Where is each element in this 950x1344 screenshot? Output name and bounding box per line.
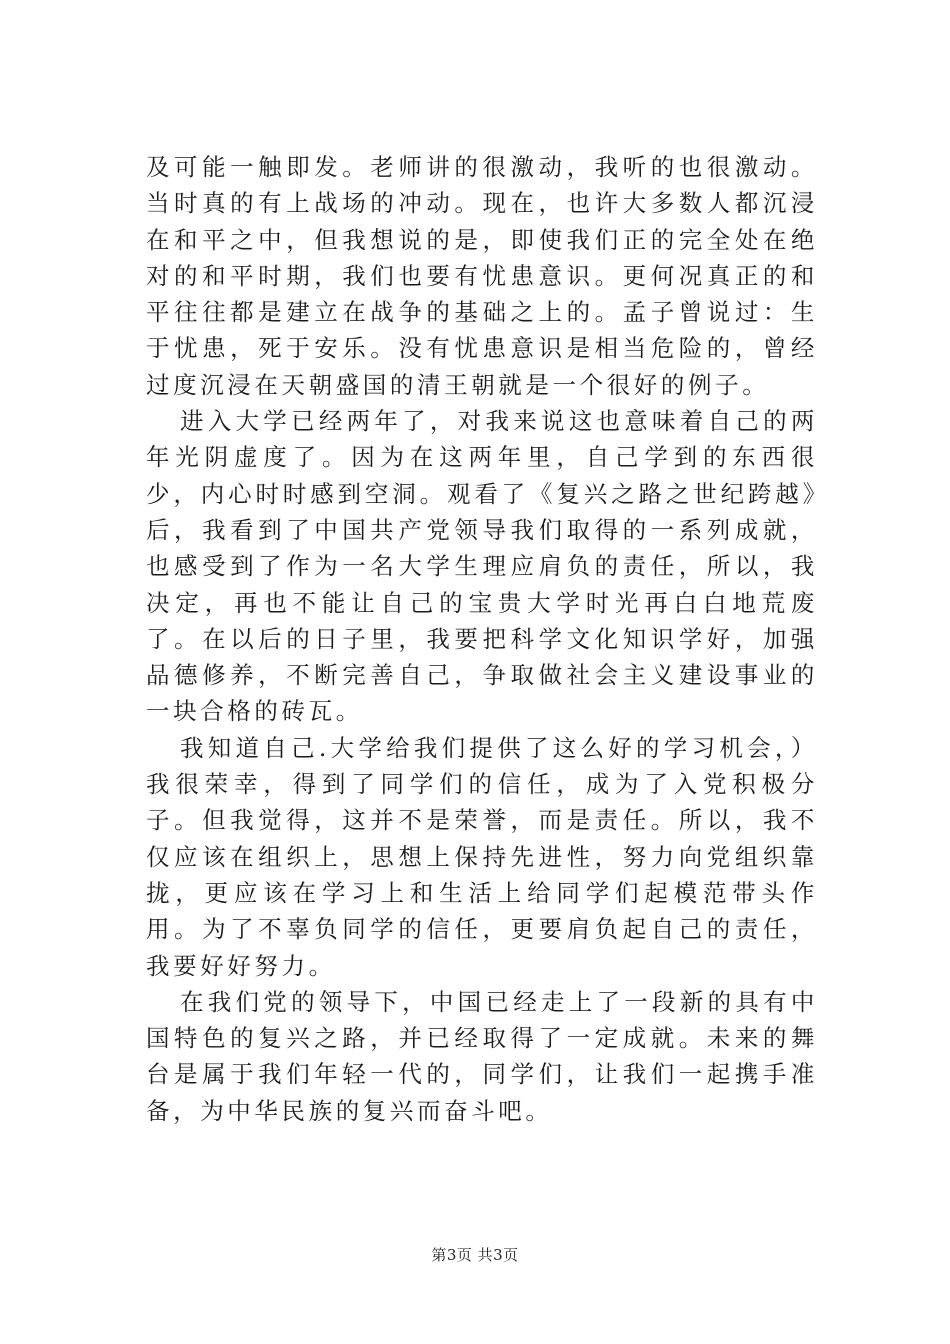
- paragraph-party-activist: 我知道自己.大学给我们提供了这么好的学习机会，）我很荣幸，得到了同学们的信任，成为了入党积极分子。但我觉得，这并不是荣誉，而是责任。所以，我不仅应该在组织上，思想上保持先进性，努力向党组织靠拢，更应该在学习上和生活上给同学们起模范带头作用。为了不辜负同学的信任，更要肩负起自己的责任，我要好好努力。: [146, 733, 818, 980]
- paragraph-continuation: 及可能一触即发。老师讲的很激动，我听的也很激动。当时真的有上战场的冲动。现在，也许大多数人都沉浸在和平之中，但我想说的是，即使我们正的完全处在绝对的和平时期，我们也要有忧患意识。更何况真正的和平往往都是建立在战争的基础之上的。孟子曾说过：生于忧患，死于安乐。没有忧患意识是相当危险的，曾经过度沉浸在天朝盛国的清王朝就是一个很好的例子。: [146, 153, 818, 399]
- paragraph-university-years: 进入大学已经两年了，对我来说这也意味着自己的两年光阴虚度了。因为在这两年里，自己学到的东西很少，内心时时感到空洞。观看了《复兴之路之世纪跨越》后，我看到了中国共产党领导我们取得的一系列成就，也感受到了作为一名大学生理应肩负的责任，所以，我决定，再也不能让自己的宝贵大学时光再白白地荒废了。在以后的日子里，我要把科学文化知识学好，加强品德修养，不断完善自己，争取做社会主义建设事业的一块合格的砖瓦。: [146, 407, 818, 726]
- page-footer: 第3页 共3页: [431, 1246, 519, 1264]
- document-body: [146, 149, 818, 1129]
- paragraph-conclusion: 在我们党的领导下，中国已经走上了一段新的具有中国特色的复兴之路，并已经取得了一定成就。未来的舞台是属于我们年轻一代的，同学们，让我们一起携手准备，为中华民族的复兴而奋斗吧。: [146, 987, 818, 1125]
